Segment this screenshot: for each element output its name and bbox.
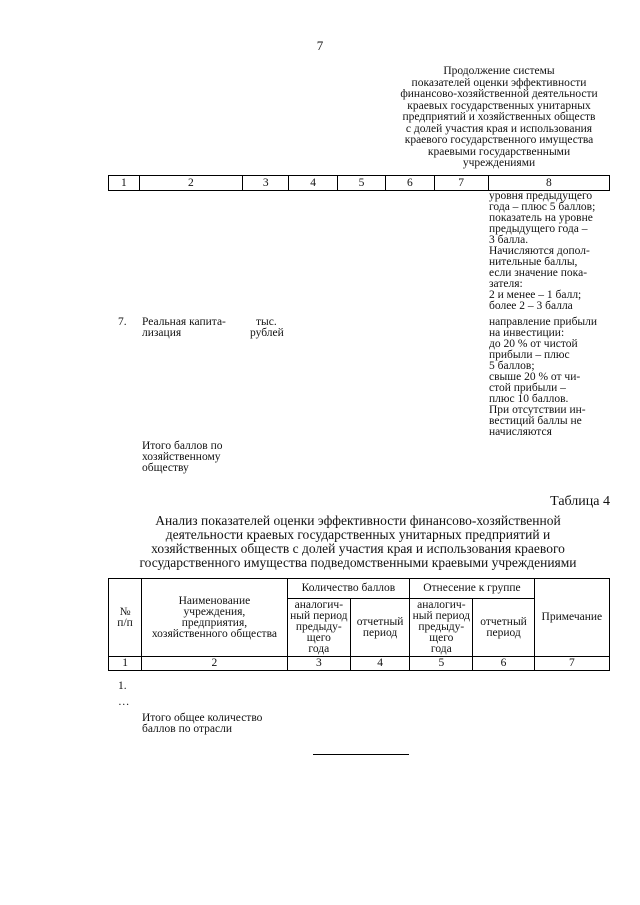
col-num: 3	[243, 176, 289, 191]
page-number: 7	[316, 38, 324, 53]
criteria-line: уровня предыдущего	[489, 190, 593, 202]
analysis-table	[108, 578, 610, 671]
total-line: обществу	[142, 462, 189, 474]
continuation-header-line: финансово-хозяйственной деятельности	[400, 88, 598, 100]
criteria-line: 5 баллов;	[489, 360, 535, 372]
header-text: п/п	[117, 616, 133, 629]
indicator-name-line: Реальная капита-	[142, 316, 226, 328]
header-text: хозяйственного общества	[151, 627, 277, 640]
header-text: период	[486, 626, 521, 639]
title-line: Анализ показателей оценки эффективности финансово-хозяйственной	[155, 513, 561, 528]
title-line: деятельности краевых государственных унитарных предприятий и	[165, 527, 551, 542]
col-num: 6	[473, 657, 534, 671]
header-text: года	[430, 643, 452, 655]
criteria-line: направление прибыли	[489, 316, 598, 328]
title-line: государственного имущества подведомственными краевыми учреждениями	[139, 555, 577, 570]
criteria-line: Начисляются допол-	[489, 245, 590, 257]
continuation-header-line: Продолжение системы	[443, 65, 555, 77]
header-text: предприятия,	[181, 616, 248, 629]
col-num: 2	[142, 657, 288, 671]
unit	[250, 317, 284, 339]
col-num: 1	[109, 176, 140, 191]
header-prev-period-group	[410, 599, 473, 657]
continuation-header-line: предприятий и хозяйственных обществ	[402, 111, 596, 123]
criteria-line: предыдущего года –	[489, 223, 588, 235]
row-number: 7.	[118, 316, 127, 328]
indicator-name	[142, 317, 226, 339]
total-points-sector	[142, 713, 262, 735]
header-text: года	[308, 643, 330, 655]
header-text: щего	[306, 632, 331, 644]
header-text: Наименование	[178, 594, 251, 607]
header-curr-period	[350, 599, 409, 657]
criteria-line: нительные баллы,	[489, 256, 578, 268]
unit-line: рублей	[250, 327, 284, 339]
total-line: Итого общее количество	[142, 712, 263, 724]
unit-line: тыс.	[256, 316, 277, 328]
header-scores: Количество баллов	[287, 579, 409, 599]
header-text: период	[362, 626, 398, 639]
header-text: предыду-	[295, 621, 342, 633]
criteria-line: свыше 20 % от чи-	[489, 371, 581, 383]
header-text: аналогич-	[294, 599, 344, 611]
table-4-title	[108, 514, 608, 570]
header-text: щего	[429, 632, 454, 644]
col-num: 7	[434, 176, 488, 191]
col-num: 7	[534, 657, 609, 671]
criteria-line: если значение пока-	[489, 267, 588, 279]
col-num: 8	[488, 176, 609, 191]
criteria-line: 3 балла.	[489, 234, 529, 246]
criteria-line: до 20 % от чистой	[489, 338, 578, 350]
total-line: хозяйственному	[142, 451, 221, 463]
header-name	[142, 579, 288, 657]
criteria-line: начисляются	[489, 426, 552, 438]
column-number-row	[109, 176, 610, 191]
criteria-line: вестиций баллы не	[489, 415, 582, 427]
table-4-label: Таблица 4	[550, 494, 610, 509]
col-num: 5	[410, 657, 473, 671]
criteria-line: года – плюс 5 баллов;	[489, 201, 596, 213]
criteria-line: При отсутствии ин-	[489, 404, 586, 416]
title-line: хозяйственных обществ с долей участия края и использования краевого	[151, 541, 565, 556]
header-prev-period	[287, 599, 350, 657]
ellipsis: …	[118, 696, 130, 708]
col-num: 3	[287, 657, 350, 671]
criteria-line: прибыли – плюс	[489, 349, 570, 361]
indicator-table-continued	[108, 175, 610, 191]
indicator-name-line: лизация	[142, 327, 182, 339]
header-text: отчетный	[480, 615, 527, 628]
continuation-header-line: краевых государственных унитарных	[407, 99, 591, 112]
criteria-line: зателя:	[489, 278, 523, 290]
total-line: Итого баллов по	[142, 440, 223, 452]
col-num: 2	[139, 176, 242, 191]
continuation-header-line: с долей участия края и использования	[405, 122, 593, 135]
criteria-line: плюс 10 баллов.	[489, 393, 569, 405]
col-num: 1	[109, 657, 142, 671]
row-1-number: 1.	[118, 680, 127, 692]
criteria-line: на инвестиции:	[489, 327, 565, 339]
total-line: баллов по отрасли	[142, 723, 232, 735]
criteria-row7	[489, 317, 611, 438]
header-text: ный период	[412, 610, 470, 622]
total-points-company	[142, 441, 222, 474]
criteria-line: показатель на уровне	[489, 212, 593, 224]
continuation-header-line: краевыми государственными	[427, 145, 571, 158]
col-num: 5	[337, 176, 385, 191]
criteria-line: стой прибыли –	[489, 382, 566, 394]
continuation-header-line: учреждениями	[462, 157, 536, 169]
criteria-line: более 2 – 3 балла	[489, 300, 573, 312]
header-text: учреждения,	[183, 605, 246, 618]
header-text: ный период	[290, 610, 348, 622]
header-curr-period-group	[473, 599, 534, 657]
header-group: Отнесение к группе	[410, 579, 534, 599]
header-text: предыду-	[418, 621, 465, 633]
header-num	[109, 579, 142, 657]
criteria-continued	[489, 191, 611, 312]
criteria-line: 2 и менее – 1 балл;	[489, 289, 582, 301]
continuation-header	[383, 66, 615, 170]
end-divider	[313, 754, 409, 755]
continuation-header-line: показателей оценки эффективности	[411, 76, 587, 89]
header-note: Примечание	[534, 579, 609, 657]
header-text: аналогич-	[417, 599, 466, 611]
header-text: №	[119, 605, 131, 618]
column-number-row	[109, 657, 610, 671]
header-text: отчетный	[356, 615, 404, 628]
header-row	[109, 579, 610, 599]
col-num: 4	[289, 176, 337, 191]
continuation-header-line: краевого государственного имущества	[404, 134, 594, 146]
col-num: 4	[350, 657, 409, 671]
col-num: 6	[386, 176, 434, 191]
